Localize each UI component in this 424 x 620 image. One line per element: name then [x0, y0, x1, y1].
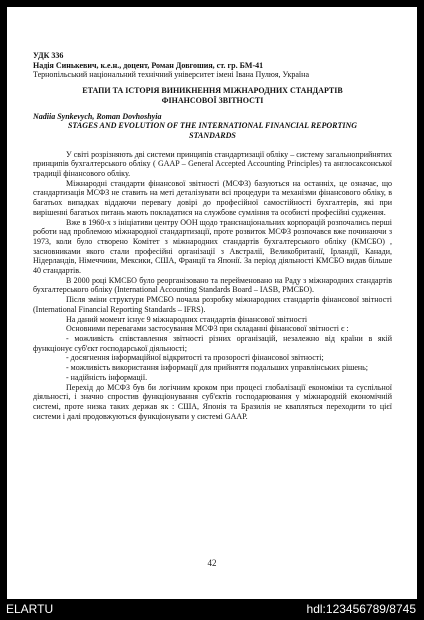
authors-en: Nadiia Synkevych, Roman Dovhoshyia [33, 111, 162, 121]
affiliation: Тернопільський національний технічний університет імені Івана Пулюя, Україна [33, 70, 309, 80]
paragraph-advantages: Основними перевагами застосування МСФЗ при складанні фінансової звітності є : [66, 324, 349, 334]
udk-code: УДК 336 [33, 51, 64, 60]
title-uk-line-2: ФІНАНСОВОЇ ЗВІТНОСТІ [161, 95, 264, 105]
title-en-line-2: STANDARDS [189, 130, 236, 140]
viewer-footer [0, 599, 424, 620]
page-number: 42 [207, 558, 217, 568]
paragraph-ifrs-basis: Міжнародні стандарти фінансової звітності (МСФЗ) базуються на останніх, це означає, що стандартизація МСФЗ не ставить на меті деталізувати всі процедури та механізми фінансового обліку, в багатьох випадках віддаючи перевагу довірі до професійної самостійності бухгалтерів, які при вирішенні багатьох питань мають покладатися на службове сумління та особисті професійні судження. [33, 178, 392, 217]
handle-identifier: hdl:123456789/8745 [306, 602, 416, 616]
paragraph-2000: В 2000 році КМСБО було реорганізовано та перейменовано на Раду з міжнародних стандартів бухгалтерського обліку (International Accounting Standards Board – IASB, РМСБО). [33, 275, 392, 295]
repository-name: ELARTU [6, 602, 54, 616]
paragraph-ifrs-development: Після зміни структури РМСБО почала розробку міжнародних стандартів фінансової звітності (International Financial Reporting Standards – IFRS). [33, 295, 392, 314]
title-en-line-1: STAGES AND EVOLUTION OF THE INTERNATIONAL FINANCIAL REPORTING [67, 121, 357, 131]
list-item: - надійність інформації. [66, 372, 148, 382]
paragraph-history: Вже в 1960-х з ініціативи центру ООН щодо транснаціональних корпорацій розпочались перші роботи над проблемою міжнародної стандартизації, проте розвиток МСФЗ розпочався вже починаючи з 1973, коли було створено Комітет з міжнародних стандартів бухгалтерського обліку (КМСБО) , засновниками якого стали професійні організації з Австралії, Великобританії, Ірландії, Канади, Нідерландів, Німеччини, Мексики, США, Франції та Японії. За період діяльності КМСБО видав більше 40 стандартів. [33, 217, 392, 276]
paragraph-systems: У світі розрізняють дві системи принципів стандартизації обліку – систему загальноприйнятих принципів бухгалтерського обліку ( GAAP – General Accepted Accounting Principles) та англосаксонської традиції фінансового обліку. [33, 149, 392, 179]
title-uk-line-1: ЕТАПИ ТА ІСТОРІЯ ВИНИКНЕННЯ МІЖНАРОДНИХ СТАНДАРТІВ [82, 86, 343, 96]
list-item: - можливість співставлення звітності різних організацій, незалежно від країни в якій функціонує суб'єкт господарської діяльності; [33, 333, 392, 353]
paragraph-nine-standards: На даний момент існує 9 міжнародних стандартів фінансової звітності [66, 314, 308, 324]
list-item: - можливість використання інформації для прийняття подальших управлінських рішень; [66, 363, 369, 373]
document-body [33, 51, 392, 421]
paragraph-conclusion: Перехід до МСФЗ був би логічним кроком при процесі глобалізації економіки та суспільної діяльності, і значно спростив функціонування суб'єктів господарювання у міжнародній економічній системі, проте низка таких держав як : США, Японія та Бразилія не квапляться переходити то цієї системи і далі продовжуються функціонувати у системі GAAP. [33, 382, 392, 421]
document-page [7, 7, 417, 599]
list-item: - досягнення інформаційної відкритості та прозорості фінансової звітності; [66, 353, 324, 363]
authors-uk: Надія Синькевич, к.е.н., доцент, Роман Довгошия, ст. гр. БМ-41 [33, 60, 264, 70]
